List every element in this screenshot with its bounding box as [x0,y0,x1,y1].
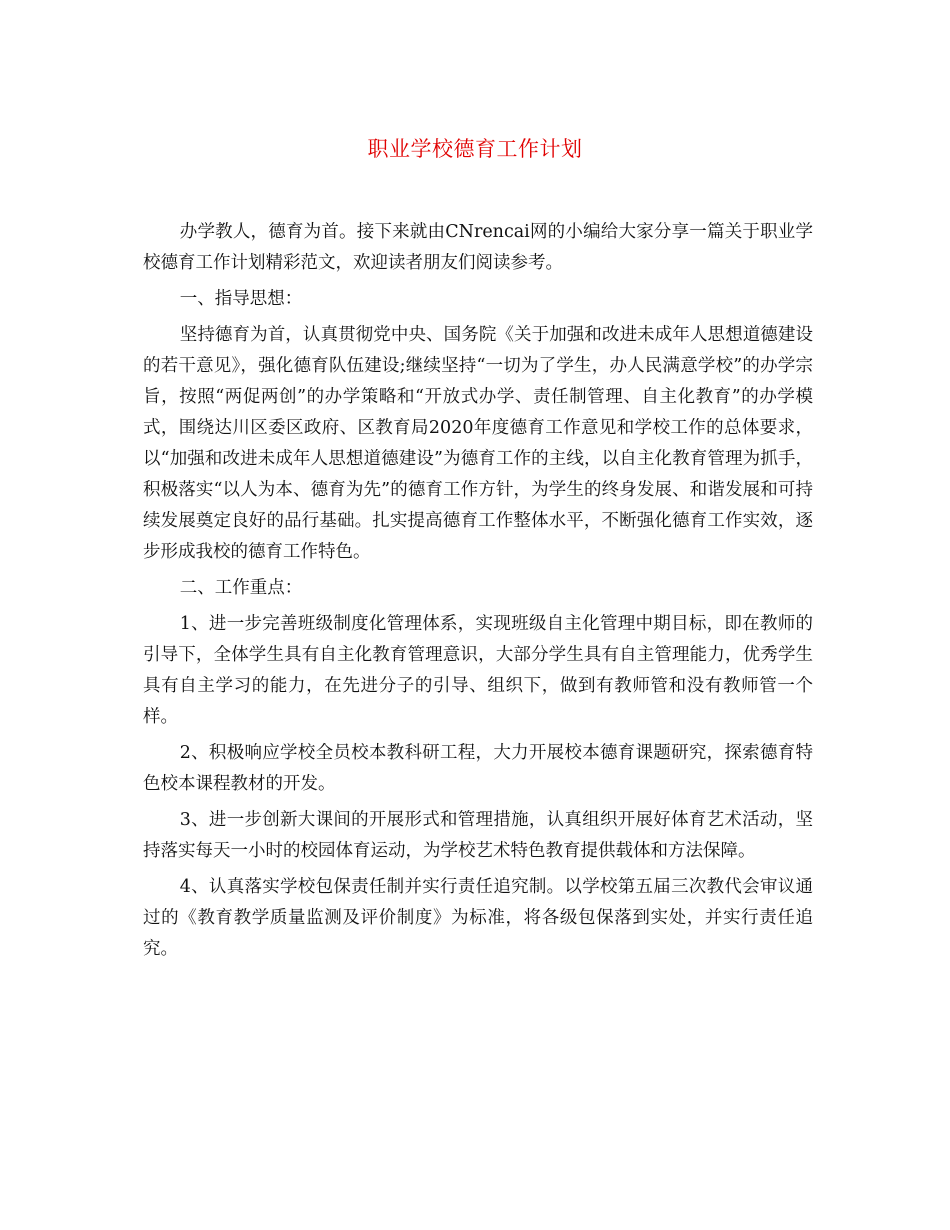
section-heading-guiding-thought: 一、指导思想： [179,289,303,309]
guiding-thought-paragraph: 坚持德育为首，认真贯彻党中央、国务院《关于加强和改进未成年人思想道德建设的若干意见》，强化德育队伍建设;继续坚持“一切为了学生，办人民满意学校”的办学宗旨，按照“两促两创”的办学策略和“开放式办学、责任制管理、自主化教育”的办学模式，围绕达川区委区政府、区教育局2020年度德育工作意见和学校工作的总体要求，以“加强和改进未成年人思想道德建设”为德育工作的主线，以自主化教育管理为抓手，积极落实“以人为本、德育为先”的德育工作方针，为学生的终身发展、和谐发展和可持续发展奠定良好的品行基础。扎实提高德育工作整体水平，不断强化德育工作实效，逐步形成我校的德育工作特色。 [143,325,813,562]
section-heading-work-focus: 二、工作重点： [179,578,303,598]
document-body [143,217,813,970]
work-focus-item-1: 1、进一步完善班级制度化管理体系，实现班级自主化管理中期目标，即在教师的引导下，全体学生具有自主化教育管理意识，大部分学生具有自主管理能力，优秀学生具有自主学习的能力，在先进分子的引导、组织下，做到有教师管和没有教师管一个样。 [143,614,813,727]
intro-paragraph: 办学教人，德育为首。接下来就由CNrencai网的小编给大家分享一篇关于职业学校德育工作计划精彩范文，欢迎读者朋友们阅读参考。 [143,222,813,273]
work-focus-item-4: 4、认真落实学校包保责任制并实行责任追究制。以学校第五届三次教代会审议通过的《教育教学质量监测及评价制度》为标准，将各级包保落到实处，并实行责任追究。 [143,877,813,959]
work-focus-item-3: 3、进一步创新大课间的开展形式和管理措施，认真组织开展好体育艺术活动，坚持落实每天一小时的校园体育运动，为学校艺术特色教育提供载体和方法保障。 [143,810,813,861]
work-focus-item-2: 2、积极响应学校全员校本教科研工程，大力开展校本德育课题研究，探索德育特色校本课程教材的开发。 [143,743,813,794]
document-title: 职业学校德育工作计划 [367,137,583,161]
